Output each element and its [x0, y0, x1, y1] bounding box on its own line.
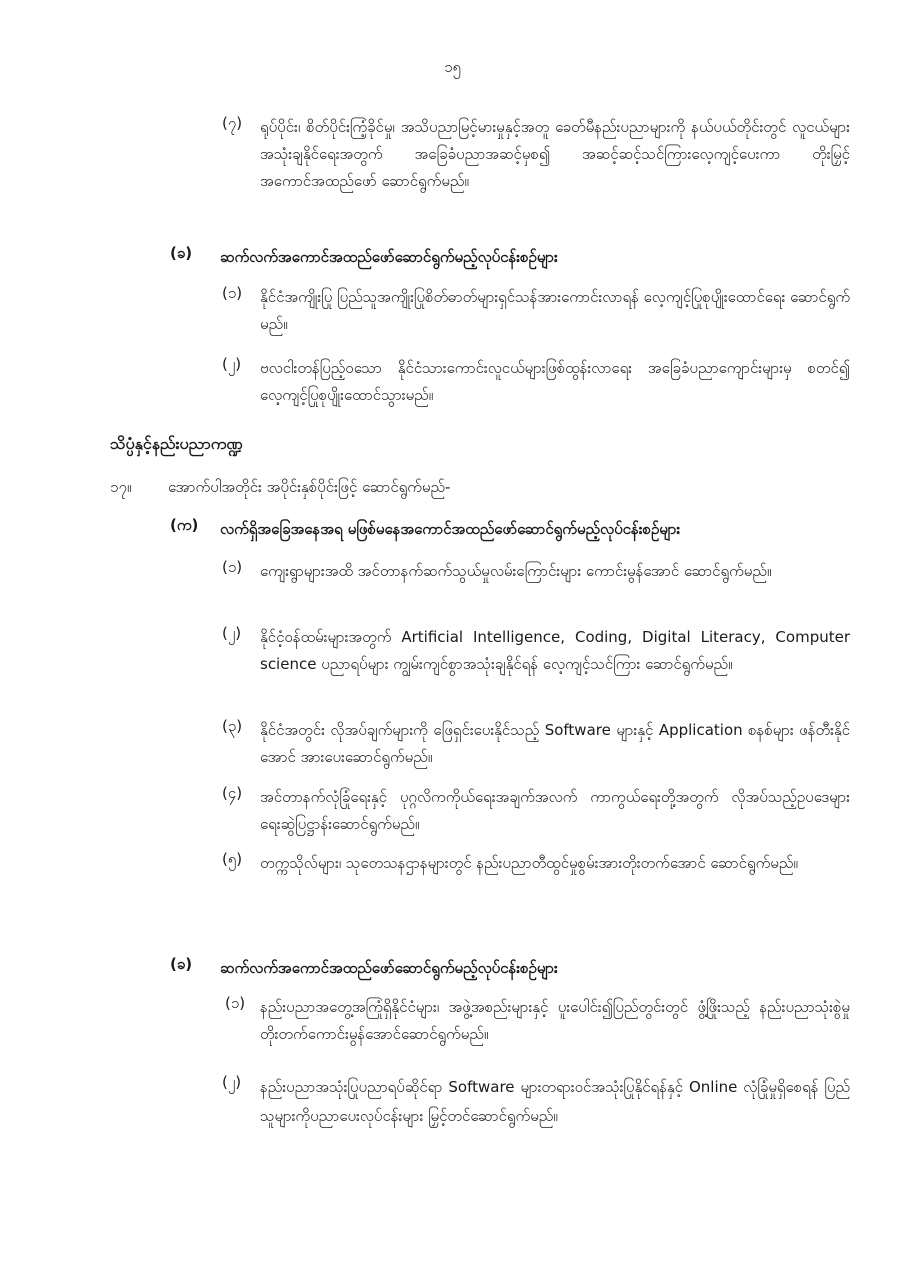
- item-text: ဗလငါးတန်ပြည့်ဝသော နိုင်ငံသားကောင်းလူငယ်များဖြစ်ထွန်းလာရေး အခြေခံပညာကျောင်းများမှ စတင်၍ လေ့ကျင့်ပြုစုပျိုးထောင်သွားမည်။: [260, 359, 850, 404]
- item-number: (၁): [225, 994, 246, 1012]
- list-item: [222, 558, 850, 585]
- item-text: နည်းပညာအသုံးပြုပညာရပ်ဆိုင်ရာ Software များတရားဝင်အသုံးပြုနိုင်ရန်နှင့် Online လုံခြုံမှုရှိစေရန် ပြည်သူများကိုပညာပေးလုပ်ငန်းများ မြှင့်တင်ဆောင်ရွက်မည်။: [260, 1078, 850, 1125]
- list-item: [222, 717, 850, 771]
- heading-text: ဆက်လက်အကောင်အထည်ဖော်ဆောင်ရွက်မည့်လုပ်ငန်းစဉ်များ: [220, 959, 558, 977]
- list-item: [222, 850, 850, 877]
- subsection-heading: [170, 244, 850, 271]
- item-number: (၅): [222, 850, 243, 868]
- item-text: နည်းပညာအတွေ့အကြုံရှိနိုင်ငံများ၊ အဖွဲ့အစည်းများနှင့် ပူးပေါင်း၍ပြည်တွင်းတွင် ဖွံ့ဖြိုးသည့် နည်းပညာသုံးစွဲမှု တိုးတက်ကောင်းမွန်အောင်ဆောင်ရွက်မည်။: [260, 998, 850, 1043]
- item-number: (၂): [222, 1073, 242, 1091]
- item-text: နိုင်ငံ့ဝန်ထမ်းများအတွက် Artificial Intelligence, Coding, Digital Literacy, Computer science ပညာရပ်များ ကျွမ်းကျင်စွာအသုံးချနိုင်ရန် လေ့ကျင့်သင်ကြား ဆောင်ရွက်မည်။: [260, 628, 850, 673]
- clause-text: အောက်ပါအတိုင်း အပိုင်းနှစ်ပိုင်းဖြင့် ဆောင်ရွက်မည်-: [168, 478, 451, 496]
- page-number: ၁၅: [444, 58, 461, 76]
- list-item: [222, 355, 850, 409]
- item-text: တက္ကသိုလ်များ၊ သုတေသနဌာနများတွင် နည်းပညာတီထွင်မှုစွမ်းအားတိုးတက်အောင် ဆောင်ရွက်မည်။: [260, 854, 798, 872]
- list-item: [222, 624, 850, 678]
- heading-number: (ခ): [170, 955, 193, 973]
- item-text: နိုင်ငံအတွင်း လိုအပ်ချက်များကို ဖြေရှင်းပေးနိုင်သည့် Software များနှင့် Application စနစ်များ ဖန်တီးနိုင်အောင် အားပေးဆောင်ရွက်မည်။: [260, 721, 850, 766]
- list-item: [225, 994, 850, 1048]
- heading-number: (က): [170, 516, 199, 534]
- item-number: (၂): [222, 624, 242, 642]
- heading-text: ဆက်လက်အကောင်အထည်ဖော်ဆောင်ရွက်မည့်လုပ်ငန်းစဉ်များ: [220, 248, 558, 266]
- clause: [110, 478, 450, 500]
- clause-number: ၁၇။: [110, 478, 132, 496]
- subsection-heading: [170, 516, 860, 543]
- item-number: (၄): [222, 784, 243, 802]
- list-item: [222, 1073, 850, 1131]
- item-text: ရုပ်ပိုင်း၊ စိတ်ပိုင်းကြံ့ခိုင်မှု၊ အသိပညာမြင့်မားမှုနှင့်အတူ ခေတ်မီနည်းပညာများကို နယ်ပယ်တိုင်းတွင် လူငယ်များအသုံးချနိုင်ရေးအတွက် အခြေခံပညာအဆင့်မှစ၍ အဆင့်ဆင့်သင်ကြားလေ့ကျင့်ပေးကာ တိုးမြှင့်အကောင်အထည်ဖော် ဆောင်ရွက်မည်။: [260, 118, 850, 190]
- item-text: အင်တာနက်လုံခြုံရေးနှင့် ပုဂ္ဂလိကကိုယ်ရေးအချက်အလက် ကာကွယ်ရေးတို့အတွက် လိုအပ်သည့်ဥပဒေများရေးဆွဲပြဋ္ဌာန်းဆောင်ရွက်မည်။: [260, 788, 850, 833]
- section-title: သိပ္ပံနှင့်နည်းပညာကဏ္ဍ: [110, 434, 243, 453]
- item-number: (၃): [222, 717, 243, 735]
- heading-text: လက်ရှိအခြေအနေအရ မဖြစ်မနေအကောင်အထည်ဖော်ဆောင်ရွက်မည့်လုပ်ငန်းစဉ်များ: [220, 520, 681, 538]
- item-number: (၁): [222, 284, 243, 302]
- item-number: (၂): [222, 355, 242, 373]
- heading-number: (ခ): [170, 244, 193, 262]
- list-item: [222, 284, 850, 338]
- item-text: နိုင်ငံအကျိုးပြု ပြည်သူအကျိုးပြုစိတ်ဓာတ်များရှင်သန်အားကောင်းလာရန် လေ့ကျင့်ပြုစုပျိုးထောင်ရေး ဆောင်ရွက်မည်။: [260, 288, 850, 333]
- item-number: (၁): [222, 558, 243, 576]
- list-item: [222, 784, 850, 838]
- item-text: ကျေးရွာများအထိ အင်တာနက်ဆက်သွယ်မှုလမ်းကြောင်းများ ကောင်းမွန်အောင် ဆောင်ရွက်မည်။: [260, 562, 772, 580]
- subsection-heading: [170, 955, 850, 982]
- item-number: (၇): [222, 114, 243, 132]
- list-item: [222, 114, 850, 195]
